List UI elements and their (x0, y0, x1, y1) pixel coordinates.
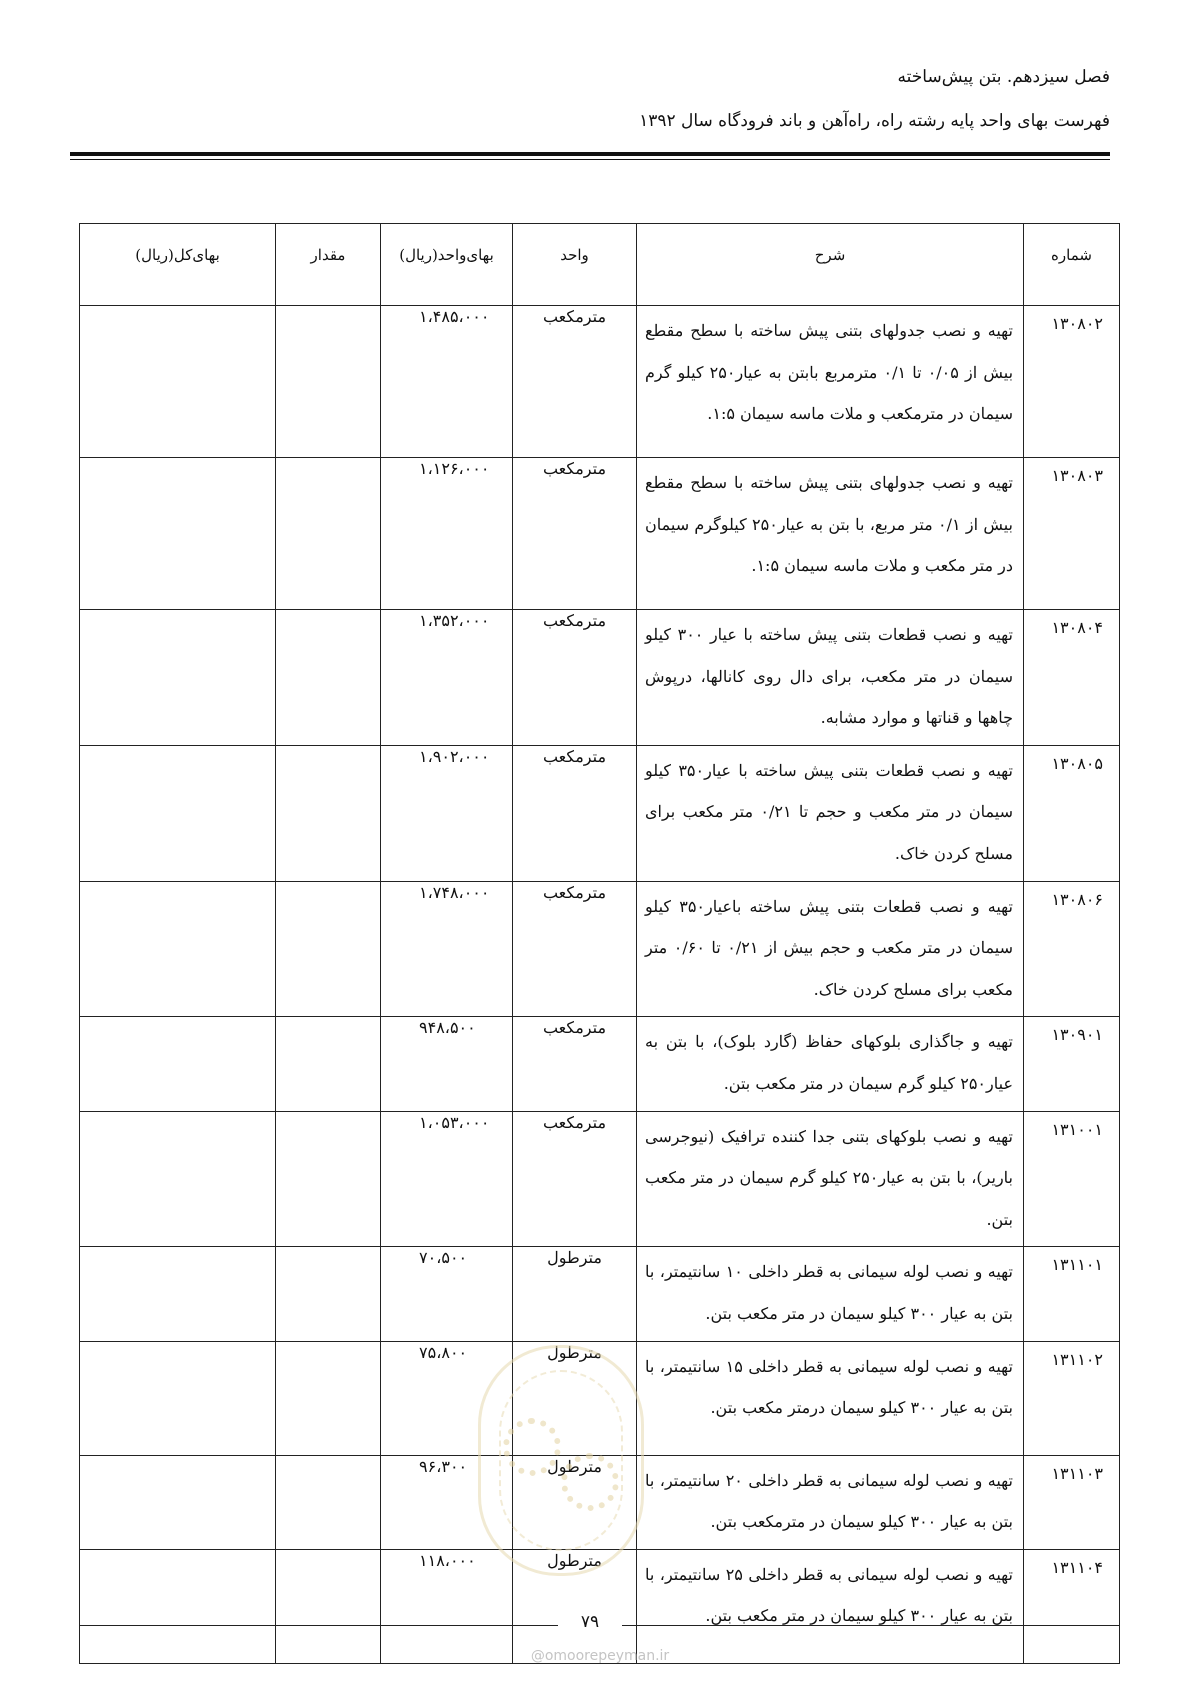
table-header-row (80, 224, 1120, 306)
item-quantity (276, 1111, 381, 1247)
item-description: تهیه و نصب لوله سیمانی به قطر داخلی ۱۵ سانتیمتر، با بتن به عیار ۳۰۰ کیلو سیمان درمتر مکعب بتن. (637, 1341, 1024, 1455)
item-number: ۱۳۱۱۰۱ (1024, 1247, 1120, 1341)
item-unit: مترمکعب (513, 458, 637, 610)
header-rule-thick (70, 152, 1110, 156)
item-number: ۱۳۰۸۰۳ (1024, 458, 1120, 610)
item-number: ۱۳۱۱۰۴ (1024, 1549, 1120, 1663)
item-total-price (80, 745, 276, 881)
item-unit: مترطول (513, 1247, 637, 1341)
item-number: ۱۳۱۱۰۲ (1024, 1341, 1120, 1455)
item-description: تهیه و جاگذاری بلوکهای حفاظ (گارد بلوک)، با بتن به عیار۲۵۰ کیلو گرم سیمان در متر مکعب بتن. (637, 1017, 1024, 1111)
table-row (80, 1549, 1120, 1663)
item-quantity (276, 458, 381, 610)
item-description: تهیه و نصب لوله سیمانی به قطر داخلی ۲۵ سانتیمتر، با بتن به عیار ۳۰۰ کیلو سیمان در متر مکعب بتن. (637, 1549, 1024, 1663)
item-total-price (80, 881, 276, 1017)
column-header-total-price: بهای‌کل(ریال) (80, 224, 276, 306)
table-row (80, 1111, 1120, 1247)
item-total-price (80, 1111, 276, 1247)
item-unit: مترطول (513, 1549, 637, 1663)
item-unit-price: ۹۶،۳۰۰ (381, 1455, 513, 1549)
item-unit-price: ۱،۱۲۶،۰۰۰ (381, 458, 513, 610)
item-unit-price: ۷۵،۸۰۰ (381, 1341, 513, 1455)
item-total-price (80, 610, 276, 746)
item-total-price (80, 1549, 276, 1663)
item-number: ۱۳۰۹۰۱ (1024, 1017, 1120, 1111)
item-unit: مترمکعب (513, 745, 637, 881)
item-unit-price: ۹۴۸،۵۰۰ (381, 1017, 513, 1111)
item-quantity (276, 1341, 381, 1455)
item-quantity (276, 1549, 381, 1663)
item-unit: مترمکعب (513, 881, 637, 1017)
table-row (80, 1455, 1120, 1549)
item-total-price (80, 458, 276, 610)
item-total-price (80, 1017, 276, 1111)
item-quantity (276, 306, 381, 458)
footer-rule-right (622, 1625, 1119, 1626)
item-total-price (80, 1455, 276, 1549)
item-unit-price: ۱،۹۰۲،۰۰۰ (381, 745, 513, 881)
page-number: ۷۹ (580, 1612, 600, 1632)
document-subtitle: فهرست بهای واحد پایه رشته راه، راه‌آهن و باند فرودگاه سال ۱۳۹۲ (639, 111, 1110, 131)
item-number: ۱۳۱۱۰۳ (1024, 1455, 1120, 1549)
table-row (80, 458, 1120, 610)
page-header (639, 62, 1110, 136)
price-list-table (79, 223, 1120, 1664)
footer-rule-left (80, 1625, 558, 1626)
item-description: تهیه و نصب جدولهای بتنی پیش ساخته با سطح مقطع بیش از ۰/۱ متر مربع، با بتن به عیار۲۵۰ کیلوگرم سیمان در متر مکعب و ملات ماسه سیمان ۱:۵. (637, 458, 1024, 610)
item-unit: مترمکعب (513, 610, 637, 746)
item-number: ۱۳۰۸۰۵ (1024, 745, 1120, 881)
item-unit-price: ۱۱۸،۰۰۰ (381, 1549, 513, 1663)
item-unit: مترمکعب (513, 306, 637, 458)
item-quantity (276, 610, 381, 746)
item-description: تهیه و نصب جدولهای بتنی پیش ساخته با سطح مقطع بیش از ۰/۰۵ تا ۰/۱ مترمربع بابتن به عیار۲۵۰ کیلو گرم سیمان در مترمکعب و ملات ماسه سیمان ۱:۵. (637, 306, 1024, 458)
table-row (80, 1341, 1120, 1455)
item-description: تهیه و نصب لوله سیمانی به قطر داخلی ۲۰ سانتیمتر، با بتن به عیار ۳۰۰ کیلو سیمان در مترمکعب بتن. (637, 1455, 1024, 1549)
column-header-unit-price: بهای‌واحد(ریال) (381, 224, 513, 306)
item-number: ۱۳۰۸۰۴ (1024, 610, 1120, 746)
item-unit-price: ۱،۷۴۸،۰۰۰ (381, 881, 513, 1017)
table-row (80, 745, 1120, 881)
item-description: تهیه و نصب بلوکهای بتنی جدا کننده ترافیک (نیوجرسی باریر)، با بتن به عیار۲۵۰ کیلو گرم سیمان در متر مکعب بتن. (637, 1111, 1024, 1247)
table-row (80, 610, 1120, 746)
table-row (80, 881, 1120, 1017)
item-number: ۱۳۰۸۰۲ (1024, 306, 1120, 458)
item-unit: مترطول (513, 1455, 637, 1549)
item-quantity (276, 881, 381, 1017)
item-quantity (276, 1017, 381, 1111)
column-header-unit: واحد (513, 224, 637, 306)
item-unit-price: ۱،۰۵۳،۰۰۰ (381, 1111, 513, 1247)
table-row (80, 1017, 1120, 1111)
column-header-quantity: مقدار (276, 224, 381, 306)
item-number: ۱۳۰۸۰۶ (1024, 881, 1120, 1017)
item-description: تهیه و نصب قطعات بتنی پیش ساخته با عیار ۳۰۰ کیلو سیمان در متر مکعب، برای دال روی کانالها، درپوش چاهها و قناتها و موارد مشابه. (637, 610, 1024, 746)
column-header-description: شرح (637, 224, 1024, 306)
item-number: ۱۳۱۰۰۱ (1024, 1111, 1120, 1247)
chapter-title: فصل سیزدهم. بتن پیش‌ساخته (897, 67, 1110, 87)
item-unit-price: ۱،۳۵۲،۰۰۰ (381, 610, 513, 746)
item-total-price (80, 1247, 276, 1341)
item-quantity (276, 745, 381, 881)
item-unit: مترمکعب (513, 1017, 637, 1111)
item-unit: مترطول (513, 1341, 637, 1455)
table-row (80, 306, 1120, 458)
item-quantity (276, 1247, 381, 1341)
item-description: تهیه و نصب قطعات بتنی پیش ساخته باعیار۳۵۰ کیلو سیمان در متر مکعب و حجم بیش از ۰/۲۱ تا ۰/۶۰ متر مکعب برای مسلح کردن خاک. (637, 881, 1024, 1017)
table-row (80, 1247, 1120, 1341)
item-total-price (80, 1341, 276, 1455)
header-rule-thin (70, 159, 1110, 160)
column-header-number: شماره (1024, 224, 1120, 306)
item-unit-price: ۱،۴۸۵،۰۰۰ (381, 306, 513, 458)
item-unit-price: ۷۰،۵۰۰ (381, 1247, 513, 1341)
website-watermark: @omoorepeyman.ir (530, 1648, 670, 1664)
item-description: تهیه و نصب لوله سیمانی به قطر داخلی ۱۰ سانتیمتر، با بتن به عیار ۳۰۰ کیلو سیمان در متر مکعب بتن. (637, 1247, 1024, 1341)
item-quantity (276, 1455, 381, 1549)
item-total-price (80, 306, 276, 458)
item-description: تهیه و نصب قطعات بتنی پیش ساخته با عیار۳۵۰ کیلو سیمان در متر مکعب و حجم تا ۰/۲۱ متر مکعب برای مسلح کردن خاک. (637, 745, 1024, 881)
item-unit: مترمکعب (513, 1111, 637, 1247)
